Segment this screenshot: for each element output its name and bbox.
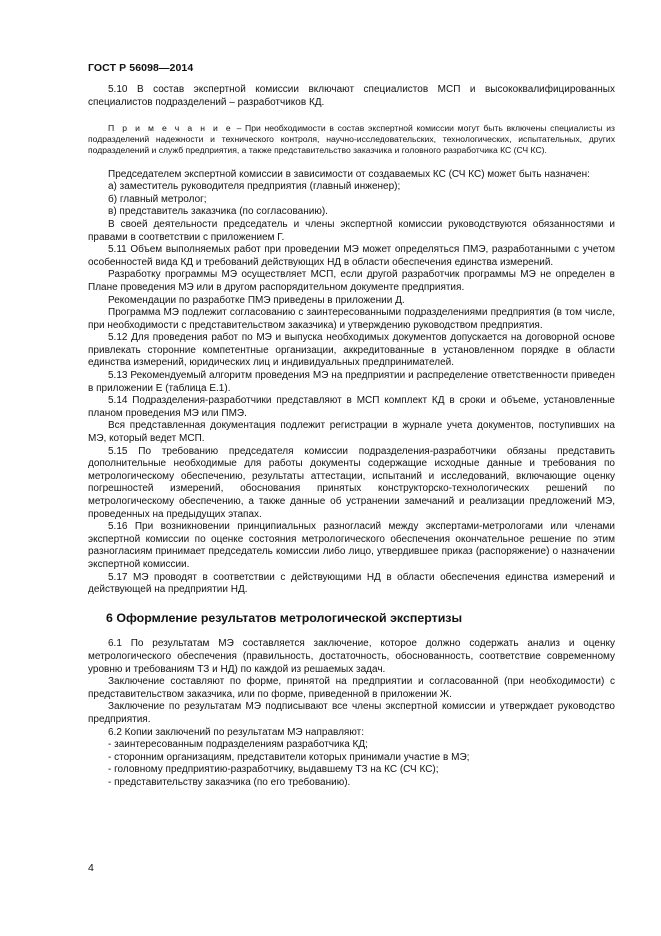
page-number: 4 xyxy=(88,862,94,874)
paragraph-chairman: Председателем экспертной комиссии в зависимости от создаваемых КС (СЧ КС) может быть назначен: xyxy=(108,168,590,180)
paragraph-5-13: 5.13 Рекомендуемый алгоритм проведения МЭ на предприятии и распределение ответственности приведен в приложении Е (таблица Е.1). xyxy=(88,370,615,394)
paragraph-recommendations: Рекомендации по разработке ПМЭ приведены в приложении Д. xyxy=(108,294,405,306)
list-item-v: в) представитель заказчика (по согласованию). xyxy=(108,206,328,218)
list-item-dash-2: - сторонним организациям, представители которых принимали участие в МЭ; xyxy=(108,751,470,763)
section-title: 6 Оформление результатов метрологической экспертизы xyxy=(106,610,463,625)
paragraph-5-15: 5.15 По требованию председателя комиссии подразделения-разработчики обязаны представить дополнительные необходимые для работы документы содержащие исходные данные и требования по метрологическому обеспечению, результаты аттестации, испытаний и исследований, включающие оценку погрешностей измерений, обоснования принятых конструкторско-технологических решений по метрологическому обеспечению, а также данные об устранении замечаний и реализации предложений МЭ, проведенных на предыдущих этапах. xyxy=(88,445,615,520)
list-item-dash-1: - заинтересованным подразделениям разработчика КД; xyxy=(108,739,368,751)
paragraph-5-14: 5.14 Подразделения-разработчики представляют в МСП комплект КД в сроки и объеме, установленные планом проведения МЭ или ПМЭ. xyxy=(88,395,615,419)
paragraph-conclusion-form: Заключение составляют по форме, принятой на предприятии и согласованной (при необходимости) с представительством заказчика, или по форме, приведенной в приложении Ж. xyxy=(88,676,615,700)
paragraph-5-12: 5.12 Для проведения работ по МЭ и выпуска необходимых документов допускается на договорной основе привлекать сторонние компетентные организации, аккредитованные в установленном порядке в области единства измерений, юридических лиц и индивидуальных предпринимателей. xyxy=(88,332,615,369)
list-item-a: а) заместитель руководителя предприятия (главный инженер); xyxy=(108,181,401,193)
paragraph-registration: Вся представленная документация подлежит регистрации в журнале учета документов, поступивших на МЭ, который ведет МСП. xyxy=(88,420,615,445)
document-body xyxy=(88,84,615,789)
note-paragraph xyxy=(88,123,615,155)
paragraph-5-10: 5.10 В состав экспертной комиссии включают специалистов МСП и высококвалифицированных специалистов подразделений – разработчиков КД. xyxy=(88,84,615,108)
paragraph-conclusion-sign: Заключение по результатам МЭ подписывают все члены экспертной комиссии и утверждает руководство предприятия. xyxy=(88,701,615,725)
paragraph-duties: В своей деятельности председатель и члены экспертной комиссии руководствуются обязанностями и правами в соответствии с приложением Г. xyxy=(88,218,615,243)
paragraph-6-2: 6.2 Копии заключений по результатам МЭ направляют: xyxy=(108,726,364,738)
paragraph-program-approval: Программа МЭ подлежит согласованию с заинтересованными подразделениями предприятия (в том числе, при необходимости с представительством заказчика) и утверждению руководством предприятия. xyxy=(88,307,615,331)
paragraph-5-16: 5.16 При возникновении принципиальных разногласий между экспертами-метрологами или членами экспертной комиссии по оценке состояния метрологического обеспечения окончательное решение по этим разногласиям принимает председатель комиссии либо лицо, утвердившее приказ (распоряжение) о назначении экспертной комиссии. xyxy=(88,521,615,570)
note-text: – При необходимости в состав экспертной комиссии могут быть включены специалисты из подразделений надежности и технического контроля, научно-исследовательских, технологических, испытательных, других подразделений и служб предприятия, а также представительство заказчика и головного разработчика КС (СЧ КС). xyxy=(88,123,615,155)
paragraph-program-dev: Разработку программы МЭ осуществляет МСП, если другой разработчик программы МЭ не определен в Плане проведения МЭ или в другом распорядительном документе предприятия. xyxy=(88,269,615,293)
paragraph-5-11: 5.11 Объем выполняемых работ при проведении МЭ может определяться ПМЭ, разработанными с учетом особенностей вида КД и требований действующих НД в области обеспечения единства измерений. xyxy=(88,244,615,268)
paragraph-6-1: 6.1 По результатам МЭ составляется заключение, которое должно содержать анализ и оценку метрологического обеспечения (правильность, достаточность, обоснованность, соответствие современному уровню и требованиям ТЗ и НД) по каждой из решаемых задач. xyxy=(88,638,615,675)
note-label: П р и м е ч а н и е xyxy=(108,123,233,134)
list-item-dash-3: - головному предприятию-разработчику, выдавшему ТЗ на КС (СЧ КС); xyxy=(108,764,439,776)
paragraph-5-17: 5.17 МЭ проводят в соответствии с действующими НД в области обеспечения единства измерений и действующей на предприятии НД. xyxy=(88,571,615,596)
list-item-b: б) главный метролог; xyxy=(108,193,207,205)
document-header: ГОСТ Р 56098—2014 xyxy=(88,62,194,74)
list-item-dash-4: - представительству заказчика (по его требованию). xyxy=(108,776,351,788)
